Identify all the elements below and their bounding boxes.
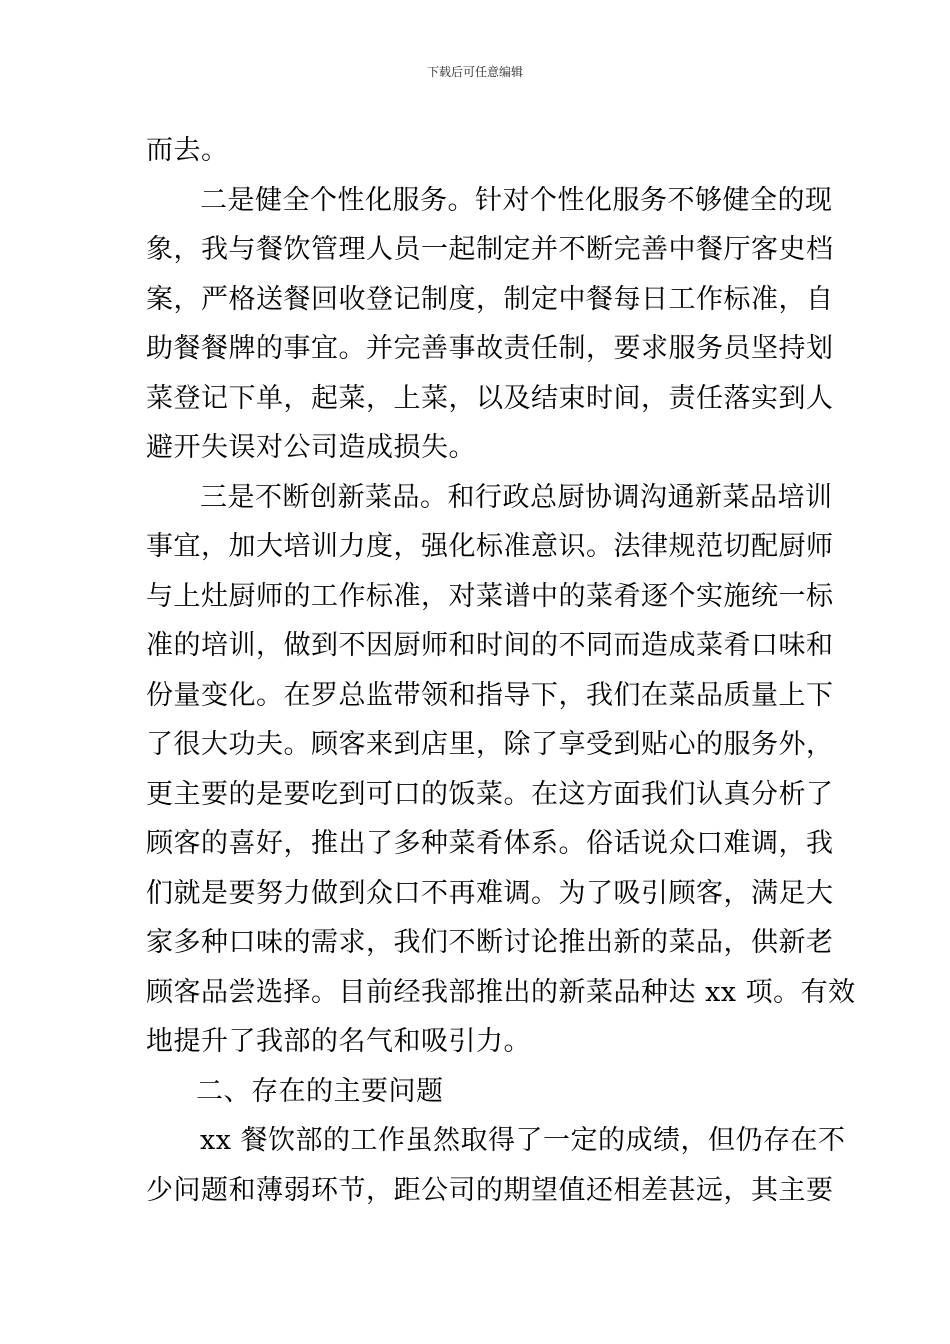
text-line: 地提升了我部的名气和吸引力。	[146, 1026, 531, 1057]
text-line: 少问题和薄弱环节，距公司的期望值还相差甚远，其主要	[146, 1174, 834, 1206]
text-line: 准的培训，做到不因厨师和时间的不同而造成菜肴口味和	[146, 630, 834, 661]
document-body	[146, 126, 856, 1215]
text-line: 家多种口味的需求，我们不断讨论推出新的菜品，供新老	[146, 927, 834, 958]
text-line: 事宜，加大培训力度，强化标准意识。法律规范切配厨师	[146, 531, 834, 562]
text-line: 象，我与餐饮管理人员一起制定并不断完善中餐厅客史档	[146, 234, 834, 265]
text-line: 三是不断创新菜品。和行政总厨协调沟通新菜品培训	[200, 481, 833, 513]
text-line: 而去。	[146, 135, 229, 166]
text-line: 们就是要努力做到众口不再难调。为了吸引顾客，满足大	[146, 877, 834, 909]
section-heading: 二、存在的主要问题	[196, 1075, 444, 1107]
text-line: 与上灶厨师的工作标准，对菜谱中的菜肴逐个实施统一标	[146, 580, 834, 612]
header-text: 下载后可任意编辑	[426, 65, 523, 79]
text-line: 菜登记下单，起菜，上菜，以及结束时间，责任落实到人	[146, 382, 834, 414]
text-line: 了很大功夫。顾客来到店里，除了享受到贴心的服务外，	[146, 729, 834, 760]
text-line: xx 餐饮部的工作虽然取得了一定的成绩，但仍存在不	[200, 1125, 846, 1156]
text-line: 顾客品尝选择。目前经我部推出的新菜品种达 xx 项。有效	[146, 976, 856, 1008]
text-line: 避开失误对公司造成损失。	[146, 432, 476, 463]
page-header	[0, 64, 950, 80]
text-line: 份量变化。在罗总监带领和指导下，我们在菜品质量上下	[146, 679, 834, 711]
text-line: 案，严格送餐回收登记制度，制定中餐每日工作标准，自	[146, 283, 834, 315]
text-line: 更主要的是要吃到可口的饭菜。在这方面我们认真分析了	[146, 778, 834, 810]
text-line: 二是健全个性化服务。针对个性化服务不够健全的现	[200, 184, 833, 216]
text-line: 顾客的喜好，推出了多种菜肴体系。俗话说众口难调，我	[146, 828, 834, 859]
text-line: 助餐餐牌的事宜。并完善事故责任制，要求服务员坚持划	[146, 333, 834, 364]
